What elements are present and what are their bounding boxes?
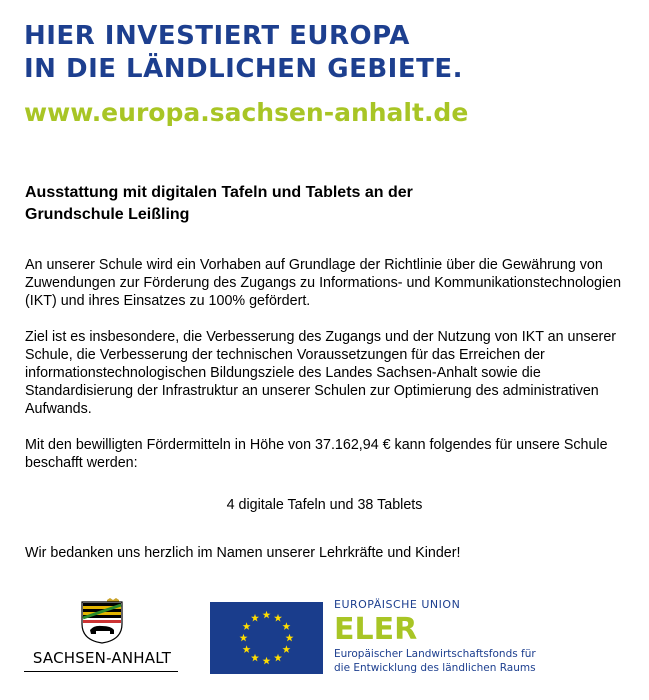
- eu-star: [263, 657, 271, 665]
- eu-star: [251, 614, 259, 622]
- eu-star: [251, 654, 259, 662]
- eu-star: [286, 634, 294, 642]
- banner-url: www.europa.sachsen-anhalt.de: [24, 98, 469, 127]
- banner-line-2: IN DIE LÄNDLICHEN GEBIETE.: [24, 54, 463, 84]
- eu-label: EUROPÄISCHE UNION: [334, 598, 461, 611]
- eu-stars-icon: [210, 602, 323, 674]
- eu-star: [282, 645, 290, 653]
- eu-star: [263, 611, 271, 619]
- paragraph-funding: An unserer Schule wird ein Vorhaben auf Grundlage der Richtlinie über die Gewährung von Zuwendungen zur Förderung des Zugangs zu Informations- und Kommunikationstechnologien (IKT) und ihres Einsatzes zu 100% gefördert.: [25, 257, 622, 309]
- banner-line-1: HIER INVESTIERT EUROPA: [24, 21, 410, 51]
- eu-star: [274, 654, 282, 662]
- paragraph-goals: Ziel ist es insbesondere, die Verbesserung des Zugangs und der Nutzung von IKT an unserer Schule, die Verbesserung der technischen Voraussetzungen für das Erreichen der informationstechnologischen Bildungsziele des Landes Sachsen-Anhalt sowie die Standardisierung der Infrastruktur an unserer Schulen zur Optimierung des administrativen Aufwands.: [25, 329, 617, 417]
- eu-star: [240, 634, 248, 642]
- paragraph-thanks: Wir bedanken uns herzlich im Namen unserer Lehrkräfte und Kinder!: [25, 545, 461, 561]
- eler-title: ELER: [334, 612, 418, 647]
- sachsen-anhalt-label: SACHSEN-ANHALT: [32, 649, 172, 667]
- europa-banner: [24, 20, 468, 128]
- sachsen-anhalt-logo: [22, 598, 182, 678]
- eu-star: [274, 614, 282, 622]
- eu-star: [243, 645, 251, 653]
- procured-items: 4 digitale Tafeln und 38 Tablets: [226, 497, 423, 513]
- eu-flag: [210, 602, 323, 674]
- logo-underline: [24, 671, 178, 672]
- eler-desc-2: die Entwicklung des ländlichen Raums: [334, 662, 536, 674]
- title-line-2: Grundschule Leißling: [25, 206, 190, 223]
- eu-star: [243, 622, 251, 630]
- eu-star: [282, 622, 290, 630]
- paragraph-amount: Mit den bewilligten Fördermitteln in Höhe von 37.162,94 € kann folgendes für unsere Schule beschafft werden:: [25, 437, 608, 471]
- page-title: [25, 182, 625, 226]
- title-line-1: Ausstattung mit digitalen Tafeln und Tablets an der: [25, 184, 413, 201]
- eler-desc-1: Europäischer Landwirtschaftsfonds für: [334, 648, 536, 660]
- eler-logo: [334, 598, 536, 675]
- coat-of-arms-icon: [78, 598, 126, 644]
